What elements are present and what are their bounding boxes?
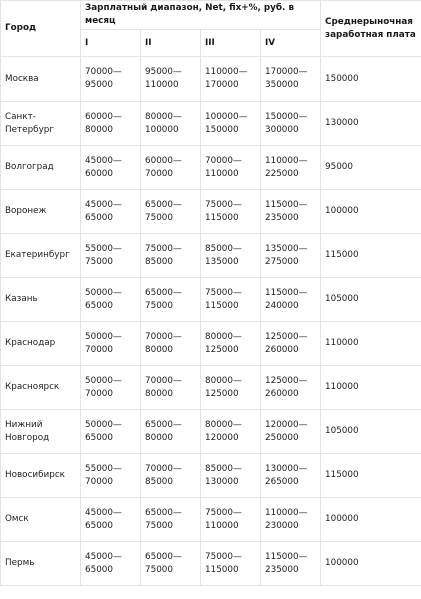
average-cell: 115000: [321, 234, 421, 278]
range-cell-grade-3: 75000— 115000: [201, 542, 261, 586]
average-cell: 105000: [321, 278, 421, 322]
city-cell: Омск: [1, 498, 81, 542]
range-cell-grade-2: 80000— 100000: [141, 102, 201, 146]
table-row: [1, 57, 421, 102]
grade-header-iv: IV: [261, 30, 321, 57]
city-cell: Пермь: [1, 542, 81, 586]
range-cell-grade-1: 55000— 75000: [81, 234, 141, 278]
range-cell-grade-4: 150000— 300000: [261, 102, 321, 146]
table-row: [1, 542, 421, 586]
header-row: [1, 1, 421, 30]
average-cell: 100000: [321, 498, 421, 542]
average-cell: 110000: [321, 322, 421, 366]
grade-header-i: I: [81, 30, 141, 57]
range-cell-grade-2: 65000— 80000: [141, 410, 201, 454]
range-cell-grade-2: 75000— 85000: [141, 234, 201, 278]
table-row: [1, 366, 421, 410]
range-cell-grade-2: 70000— 80000: [141, 322, 201, 366]
grade-header-iii: III: [201, 30, 261, 57]
range-cell-grade-1: 50000— 65000: [81, 410, 141, 454]
range-cell-grade-4: 125000— 260000: [261, 366, 321, 410]
range-cell-grade-1: 55000— 70000: [81, 454, 141, 498]
table-header: [1, 1, 421, 57]
average-cell: 105000: [321, 410, 421, 454]
average-cell: 95000: [321, 146, 421, 190]
table-row: [1, 278, 421, 322]
city-cell: Казань: [1, 278, 81, 322]
average-cell: 100000: [321, 542, 421, 586]
range-cell-grade-4: 120000— 250000: [261, 410, 321, 454]
range-cell-grade-4: 110000— 225000: [261, 146, 321, 190]
city-cell: Красноярск: [1, 366, 81, 410]
range-cell-grade-1: 50000— 70000: [81, 322, 141, 366]
range-cell-grade-1: 45000— 65000: [81, 542, 141, 586]
range-cell-grade-4: 130000— 265000: [261, 454, 321, 498]
range-cell-grade-3: 110000— 170000: [201, 57, 261, 102]
table-row: [1, 190, 421, 234]
range-cell-grade-2: 65000— 75000: [141, 498, 201, 542]
city-cell: Нижний Новгород: [1, 410, 81, 454]
range-cell-grade-2: 70000— 80000: [141, 366, 201, 410]
range-cell-grade-2: 60000— 70000: [141, 146, 201, 190]
range-cell-grade-3: 80000— 125000: [201, 322, 261, 366]
range-cell-grade-2: 65000— 75000: [141, 542, 201, 586]
table-row: [1, 454, 421, 498]
average-cell: 115000: [321, 454, 421, 498]
range-cell-grade-4: 125000— 260000: [261, 322, 321, 366]
table-row: [1, 146, 421, 190]
range-cell-grade-3: 75000— 110000: [201, 498, 261, 542]
range-cell-grade-4: 115000— 235000: [261, 190, 321, 234]
range-cell-grade-3: 75000— 115000: [201, 190, 261, 234]
city-cell: Екатеринбург: [1, 234, 81, 278]
range-cell-grade-2: 65000— 75000: [141, 278, 201, 322]
range-cell-grade-1: 50000— 65000: [81, 278, 141, 322]
range-cell-grade-4: 115000— 235000: [261, 542, 321, 586]
table-body: [1, 57, 421, 586]
city-column-header: Город: [1, 1, 81, 57]
range-cell-grade-2: 65000— 75000: [141, 190, 201, 234]
city-cell: Новосибирск: [1, 454, 81, 498]
table-row: [1, 410, 421, 454]
range-cell-grade-1: 60000— 80000: [81, 102, 141, 146]
range-cell-grade-2: 95000— 110000: [141, 57, 201, 102]
table-row: [1, 498, 421, 542]
range-cell-grade-3: 85000— 130000: [201, 454, 261, 498]
range-cell-grade-3: 75000— 115000: [201, 278, 261, 322]
range-cell-grade-2: 70000— 85000: [141, 454, 201, 498]
city-cell: Волгоград: [1, 146, 81, 190]
range-cell-grade-1: 45000— 65000: [81, 190, 141, 234]
grade-header-ii: II: [141, 30, 201, 57]
table-row: [1, 322, 421, 366]
city-cell: Москва: [1, 57, 81, 102]
range-cell-grade-1: 50000— 70000: [81, 366, 141, 410]
table-row: [1, 102, 421, 146]
average-cell: 100000: [321, 190, 421, 234]
range-cell-grade-3: 80000— 125000: [201, 366, 261, 410]
range-cell-grade-3: 80000— 120000: [201, 410, 261, 454]
range-cell-grade-1: 70000— 95000: [81, 57, 141, 102]
average-salary-header: Среднерыночная заработная плата: [321, 1, 421, 57]
city-cell: Краснодар: [1, 322, 81, 366]
range-cell-grade-4: 135000— 275000: [261, 234, 321, 278]
range-cell-grade-3: 70000— 110000: [201, 146, 261, 190]
average-cell: 110000: [321, 366, 421, 410]
range-cell-grade-4: 110000— 230000: [261, 498, 321, 542]
average-cell: 130000: [321, 102, 421, 146]
table-row: [1, 234, 421, 278]
range-cell-grade-3: 85000— 135000: [201, 234, 261, 278]
city-cell: Воронеж: [1, 190, 81, 234]
salary-range-header: Зарплатный диапазон, Net, fix+%, руб. в месяц: [81, 1, 321, 30]
range-cell-grade-4: 170000— 350000: [261, 57, 321, 102]
range-cell-grade-3: 100000— 150000: [201, 102, 261, 146]
range-cell-grade-4: 115000— 240000: [261, 278, 321, 322]
average-cell: 150000: [321, 57, 421, 102]
range-cell-grade-1: 45000— 65000: [81, 498, 141, 542]
range-cell-grade-1: 45000— 60000: [81, 146, 141, 190]
city-cell: Санкт- Петербург: [1, 102, 81, 146]
